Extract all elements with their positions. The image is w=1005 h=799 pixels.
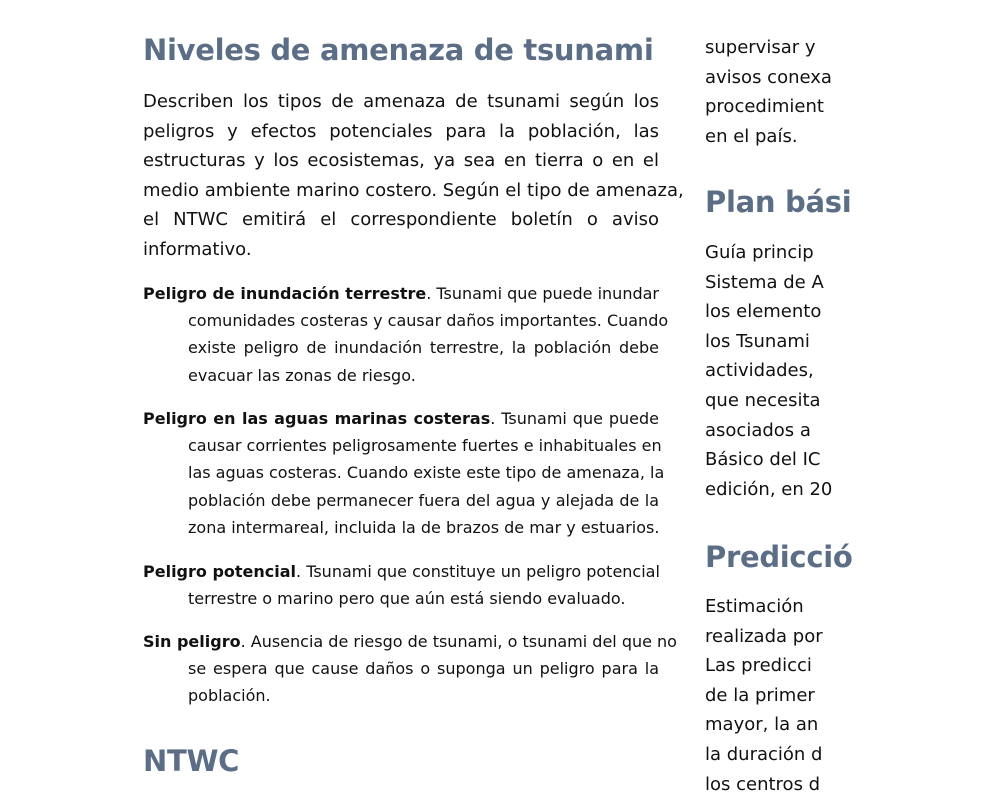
paragraph-line: los elemento [705, 301, 822, 323]
paragraph-line: actividades, [705, 360, 814, 382]
definition-line: existe peligro de inundación terrestre, la población debe [188, 338, 659, 358]
paragraph-line: asociados a [705, 419, 811, 441]
definition-peligro-potencial [143, 558, 659, 612]
plan-basico-paragraph [705, 238, 832, 504]
paragraph-line: que necesita [705, 389, 821, 411]
definition-line: zona intermareal, incluida la de brazos de mar y estuarios. [188, 517, 660, 537]
paragraph-line: realizada por [705, 625, 823, 647]
definition-line: población debe permanecer fuera del agua y alejada de la [188, 490, 659, 510]
definition-term: Peligro potencial [143, 562, 297, 581]
definition-text: . Tsunami que puede [490, 409, 659, 428]
paragraph-line: supervisar y [705, 37, 816, 58]
paragraph-line: los Tsunami [705, 330, 810, 352]
paragraph-line: los centros d [705, 773, 821, 795]
definition-sin-peligro [143, 628, 677, 710]
definition-line: terrestre o marino pero que aún está siendo evaluado. [188, 589, 626, 609]
paragraph-line: Las predicci [705, 655, 812, 677]
paragraph-line: procedimient [705, 96, 824, 118]
prediccion-paragraph [705, 592, 823, 799]
intro-line: estructuras y los ecosistemas, ya sea en tierra o en el [143, 150, 659, 172]
definition-term: Peligro en las aguas marinas costeras [143, 409, 491, 428]
intro-line: el NTWC emitirá el correspondiente boletín o aviso [143, 209, 659, 231]
definition-text: . Ausencia de riesgo de tsunami, o tsunami del que no [240, 632, 677, 651]
definition-line: población. [188, 686, 271, 706]
intro-line: medio ambiente marino costero. Según el tipo de amenaza, [143, 179, 684, 201]
right-top-paragraph [705, 33, 832, 151]
paragraph-line: de la primer [705, 684, 815, 706]
paragraph-line: Estimación [705, 596, 804, 617]
definition-line: las aguas costeras. Cuando existe este tipo de amenaza, la [188, 463, 665, 483]
paragraph-line: la duración d [705, 743, 823, 765]
section-heading-ntwc: NTWC [143, 744, 240, 778]
section-heading-plan-basico: Plan bási [705, 185, 852, 219]
definition-term: Sin peligro [143, 632, 241, 651]
definition-aguas-costeras [143, 405, 665, 541]
section-heading-threat-levels: Niveles de amenaza de tsunami [143, 33, 654, 67]
paragraph-line: mayor, la an [705, 714, 819, 736]
paragraph-line: avisos conexa [705, 66, 832, 88]
intro-line: informativo. [143, 238, 252, 260]
definition-line: comunidades costeras y causar daños importantes. Cuando [188, 311, 669, 331]
definition-line: se espera que cause daños o suponga un peligro para la [188, 659, 659, 679]
intro-line: peligros y efectos potenciales para la población, las [143, 120, 659, 142]
definition-text: . Tsunami que puede inundar [426, 284, 659, 303]
definition-line: causar corrientes peligrosamente fuertes e inhabituales en [188, 436, 662, 456]
definition-text: . Tsunami que constituye un peligro potencial [296, 562, 660, 581]
definition-line: evacuar las zonas de riesgo. [188, 365, 416, 385]
paragraph-line: edición, en 20 [705, 478, 833, 500]
definition-inundacion-terrestre [143, 280, 669, 389]
paragraph-line: en el país. [705, 125, 798, 147]
section-heading-prediccion: Predicció [705, 540, 853, 574]
definition-term: Peligro de inundación terrestre [143, 284, 427, 303]
paragraph-line: Guía princip [705, 242, 814, 263]
paragraph-line: Básico del IC [705, 449, 821, 471]
paragraph-line: Sistema de A [705, 271, 824, 293]
intro-paragraph [143, 87, 684, 265]
intro-line: Describen los tipos de amenaza de tsunami según los [143, 91, 659, 112]
